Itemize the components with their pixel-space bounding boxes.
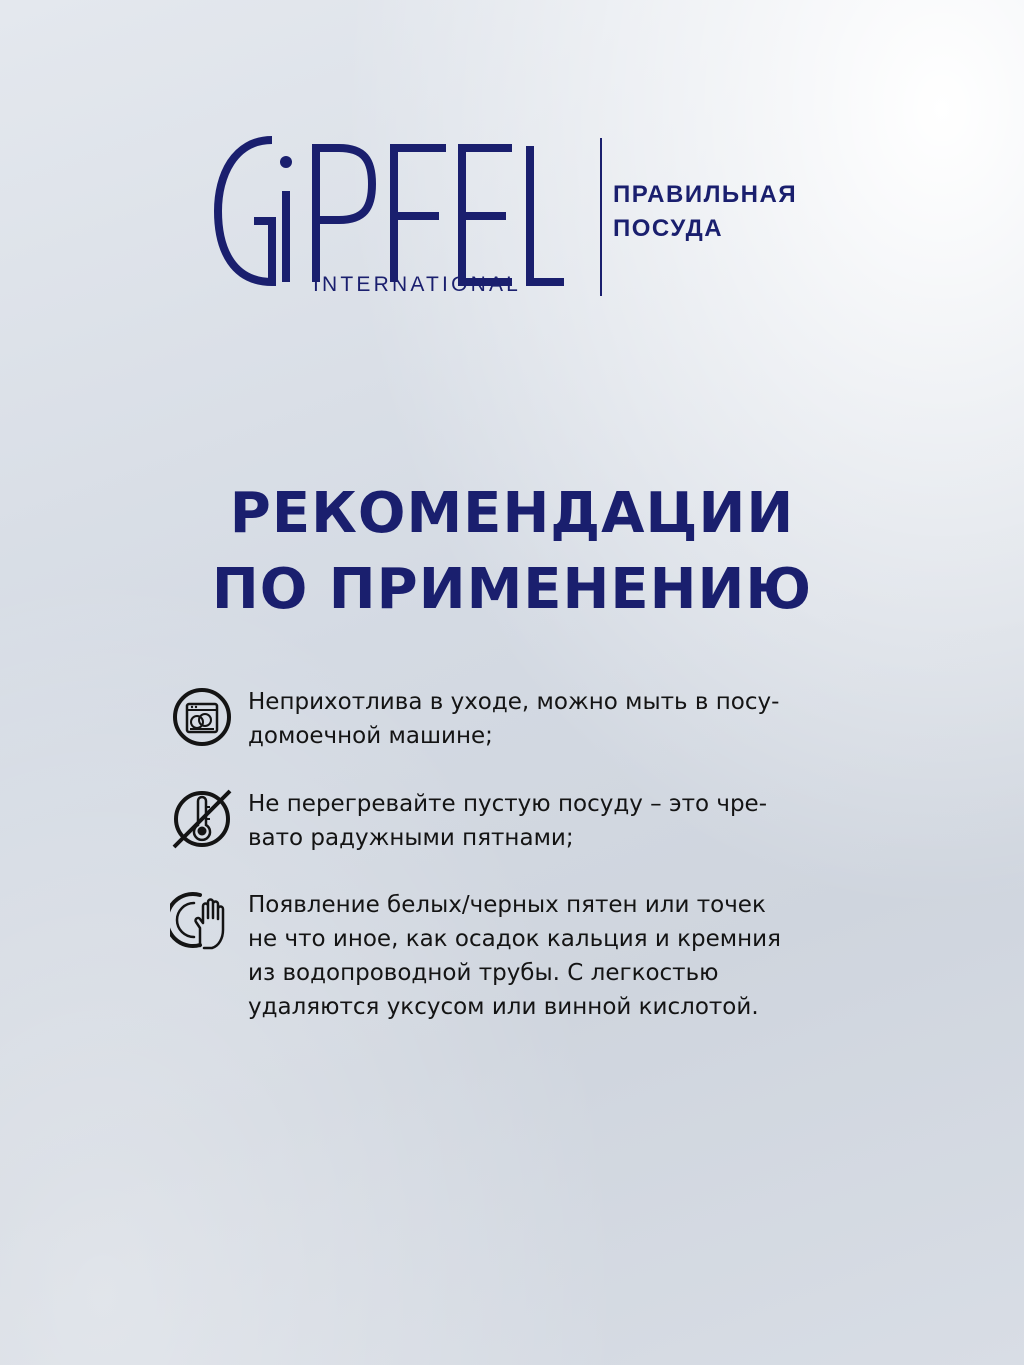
logo-divider	[600, 138, 602, 296]
text-line: Неприхотлива в уходе, можно мыть в посу-	[248, 689, 780, 715]
recommendation-text	[248, 685, 888, 753]
text-line: Не перегревайте пустую посуду – это чре-	[248, 791, 768, 817]
brand-subtitle: INTERNATIONAL	[313, 273, 522, 296]
brand-wordmark	[214, 136, 564, 286]
tagline-line: ПОСУДА	[613, 215, 724, 242]
title-line: РЕКОМЕНДАЦИИ	[229, 481, 795, 546]
text-line: Появление белых/черных пятен или точек	[248, 892, 766, 918]
no-overheat-icon	[170, 787, 234, 851]
hand-wipe-plate-icon	[170, 888, 234, 952]
recommendation-text	[248, 787, 888, 855]
text-line: не что иное, как осадок кальция и кремния	[248, 926, 781, 952]
page-title	[0, 476, 1024, 628]
text-line: удаляются уксусом или винной кислотой.	[248, 994, 759, 1020]
text-line: вато радужными пятнами;	[248, 825, 574, 851]
tagline-line: ПРАВИЛЬНАЯ	[613, 181, 798, 208]
text-line: домоечной машине;	[248, 723, 493, 749]
title-line: ПО ПРИМЕНЕНИЮ	[211, 557, 813, 622]
text-line: из водопроводной трубы. С легкостью	[248, 960, 719, 986]
recommendation-text	[248, 888, 888, 1024]
brand-tagline	[613, 178, 797, 246]
dishwasher-icon	[170, 685, 234, 749]
brand-logo	[210, 130, 830, 305]
